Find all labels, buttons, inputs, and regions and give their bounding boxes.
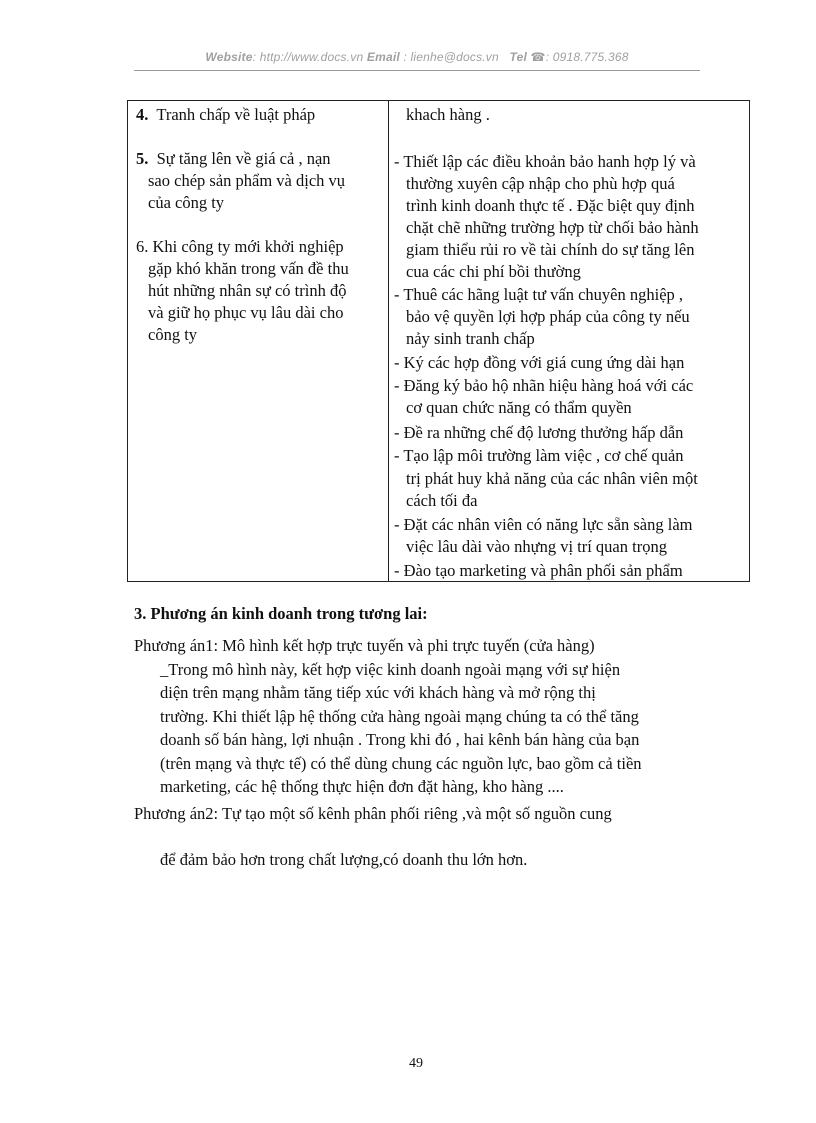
page-number: 49 xyxy=(409,1056,423,1071)
paragraph-line: marketing, các hệ thống thực hiện đơn đặt hàng, kho hàng .... xyxy=(160,777,564,796)
email-value: : lienhe@docs.vn xyxy=(399,50,499,64)
option-1-paragraph xyxy=(134,634,642,799)
website-label: Website xyxy=(205,50,253,64)
solution-line: việc lâu dài vào nhựng vị trí quan trọng xyxy=(406,537,667,556)
risk-item-line: công ty xyxy=(148,325,198,344)
solution-line: - Thuê các hãng luật tư vấn chuyên nghiệp , xyxy=(394,285,684,304)
risk-item-4 xyxy=(136,104,384,126)
table-column-divider xyxy=(388,101,389,581)
risk-item-line: sao chép sản phẩm và dịch vụ xyxy=(148,171,346,190)
solution-line: khach hàng . xyxy=(406,105,490,124)
solution-line: cơ quan chức năng có thẩm quyền xyxy=(406,398,632,417)
risk-item-5 xyxy=(136,148,384,214)
risk-item-line: 4. Tranh chấp về luật pháp xyxy=(136,105,316,124)
section-title: 3. Phương án kinh doanh trong tương lai: xyxy=(134,604,428,623)
option-2-continuation xyxy=(134,848,527,872)
option-2-paragraph xyxy=(134,802,612,826)
risk-item-line: và giữ họ phục vụ lâu dài cho xyxy=(148,303,344,322)
paragraph-line: doanh số bán hàng, lợi nhuận . Trong khi đó , hai kênh bán hàng của bạn xyxy=(160,730,640,749)
solution-line: - Đặt các nhân viên có năng lực sẵn sàng làm xyxy=(394,515,693,534)
risk-item-line: hút những nhân sự có trình độ xyxy=(148,281,347,300)
solution-line: - Tạo lập môi trường làm việc , cơ chế quản xyxy=(394,446,684,465)
paragraph-line: _Trong mô hình này, kết hợp việc kinh doanh ngoài mạng với sự hiện xyxy=(160,659,621,679)
solution-line: bảo vệ quyền lợi hợp pháp của công ty nếu xyxy=(406,307,690,326)
page-header xyxy=(134,50,700,64)
solution-line: - Đăng ký bảo hộ nhãn hiệu hàng hoá với các xyxy=(394,376,694,395)
risk-item-line: 6. Khi công ty mới khởi nghiệp xyxy=(136,237,344,256)
solutions-table xyxy=(127,100,750,582)
solution-line: - Thiết lập các điều khoản bảo hanh hợp lý và xyxy=(394,152,696,171)
website-value: : http://www.docs.vn xyxy=(252,50,364,64)
paragraph-line: để đảm bảo hơn trong chất lượng,có doanh thu lớn hơn. xyxy=(160,850,528,869)
header-rule xyxy=(134,70,700,71)
solution-line: cua các chi phí bồi thường xyxy=(406,262,581,281)
solution-line: - Ký các hợp đồng với giá cung ứng dài hạn xyxy=(394,353,685,372)
solution-line: cách tối đa xyxy=(406,491,478,510)
paragraph-line: trường. Khi thiết lập hệ thống cửa hàng ngoài mạng chúng ta có thể tăng xyxy=(160,706,639,726)
risk-item-6 xyxy=(136,236,384,346)
email-label: Email xyxy=(366,50,400,64)
paragraph-line: (trên mạng và thực tế) có thể dùng chung các nguồn lực, bao gồm cả tiền xyxy=(160,753,642,773)
paragraph-line: diện trên mạng nhằm tăng tiếp xúc với khách hàng và mở rộng thị xyxy=(160,683,596,702)
risk-item-line: gặp khó khăn trong vấn đề thu xyxy=(148,259,349,278)
paragraph-line: Phương án1: Mô hình kết hợp trực tuyến và phi trực tuyến (cửa hàng) xyxy=(134,636,595,655)
risk-item-line: 5. Sự tăng lên về giá cả , nạn xyxy=(136,149,331,168)
solution-line: thường xuyên cập nhập cho phù hợp quá xyxy=(406,174,675,193)
solution-line: trình kinh doanh thực tế . Đặc biệt quy định xyxy=(406,196,695,215)
solution-line: nảy sinh tranh chấp xyxy=(406,329,535,348)
solution-line: giam thiểu rủi ro về tài chính do sự tăng lên xyxy=(406,240,695,259)
solution-line: - Đào tạo marketing và phân phối sản phẩm xyxy=(394,561,683,580)
paragraph-line: Phương án2: Tự tạo một số kênh phân phối riêng ,và một số nguồn cung xyxy=(134,804,612,823)
tel-value: : 0918.775.368 xyxy=(545,50,629,64)
solution-line: - Đề ra những chế độ lương thưởng hấp dẫn xyxy=(394,423,684,442)
solution-line: chặt chẽ những trường hợp từ chối bảo hành xyxy=(406,218,699,237)
solution-line: trị phát huy khả năng của các nhân viên một xyxy=(406,469,698,488)
risk-item-line: của công ty xyxy=(148,193,225,212)
phone-icon: ☎ xyxy=(530,50,546,64)
tel-label: Tel xyxy=(509,50,527,64)
